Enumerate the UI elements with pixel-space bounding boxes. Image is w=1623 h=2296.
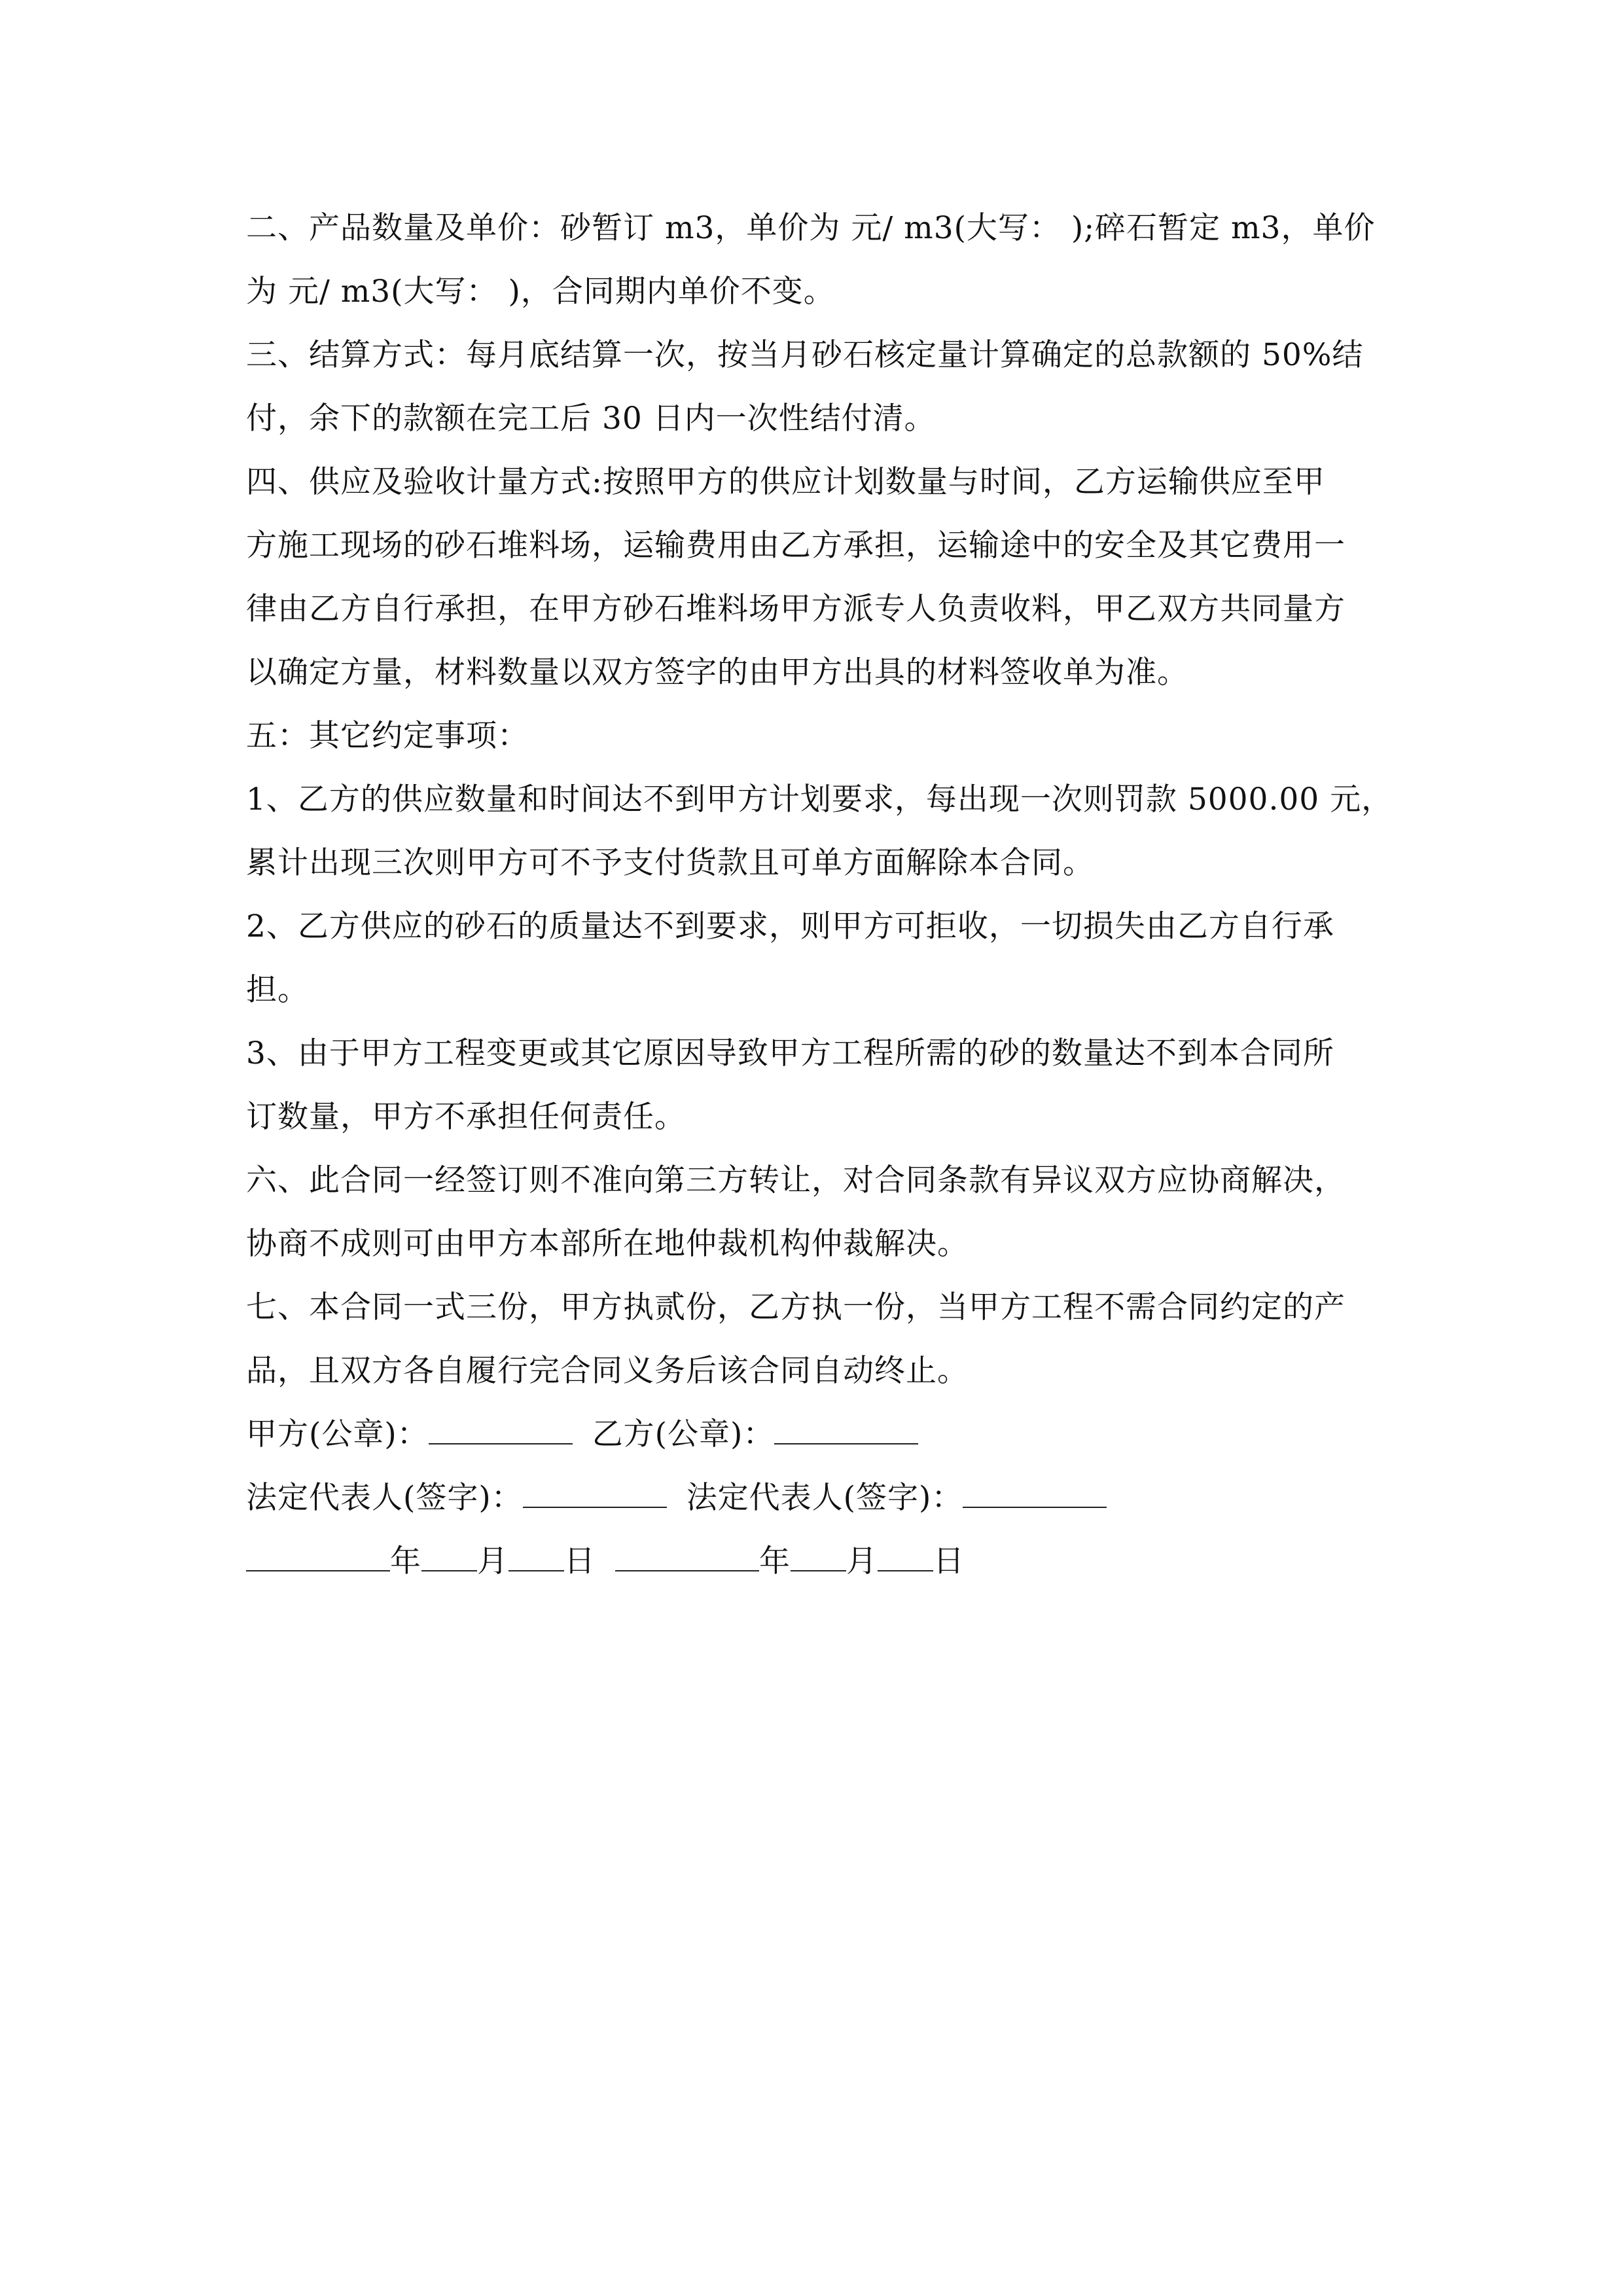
date-line <box>246 1530 1385 1593</box>
month-label: 月 <box>846 1543 878 1579</box>
representative-line <box>246 1466 1385 1530</box>
text-line: 担。 <box>246 972 309 1008</box>
text-line: 三、结算方式：每月底结算一次，按当月砂石核定量计算确定的总款额的 50%结 <box>246 337 1364 373</box>
text-line: 累计出现三次则甲方可不予支付货款且可单方面解除本合同。 <box>246 845 1094 881</box>
party-b-day-blank <box>878 1544 933 1571</box>
year-label: 年 <box>390 1543 421 1579</box>
day-label: 日 <box>564 1543 596 1579</box>
contract-body <box>246 196 1393 1593</box>
party-b-year-blank <box>615 1544 759 1571</box>
text-line: 3、由于甲方工程变更或其它原因导致甲方工程所需的砂的数量达不到本合同所 <box>246 1035 1334 1071</box>
text-line: 四、供应及验收计量方式:按照甲方的供应计划数量与时间，乙方运输供应至甲 <box>246 464 1325 500</box>
party-b-seal-blank <box>774 1417 918 1444</box>
text-line: 2、乙方供应的砂石的质量达不到要求，则甲方可拒收，一切损失由乙方自行承 <box>246 908 1334 944</box>
text-line: 协商不成则可由甲方本部所在地仲裁机构仲裁解决。 <box>246 1226 969 1262</box>
text-line: 付，余下的款额在完工后 30 日内一次性结付清。 <box>246 401 936 437</box>
seal-line <box>246 1403 1385 1466</box>
text-line: 律由乙方自行承担，在甲方砂石堆料场甲方派专人负责收料，甲乙双方共同量方 <box>246 591 1346 627</box>
text-line: 方施工现场的砂石堆料场，运输费用由乙方承担，运输途中的安全及其它费用一 <box>246 528 1346 564</box>
text-line: 以确定方量，材料数量以双方签字的由甲方出具的材料签收单为准。 <box>246 655 1188 691</box>
party-a-year-blank <box>246 1544 390 1571</box>
party-a-day-blank <box>508 1544 564 1571</box>
party-b-rep-blank <box>963 1480 1107 1508</box>
month-label: 月 <box>477 1543 508 1579</box>
text-line: 六、此合同一经签订则不准向第三方转让，对合同条款有异议双方应协商解决， <box>246 1162 1346 1198</box>
text-line: 二、产品数量及单价：砂暂订 m3，单价为 元/ m3(大写： );碎石暂定 m3，单价 <box>246 210 1376 246</box>
year-label: 年 <box>759 1543 791 1579</box>
party-a-rep-label: 法定代表人(签字)： <box>246 1480 523 1516</box>
day-label: 日 <box>933 1543 965 1579</box>
text-line: 品，且双方各自履行完合同义务后该合同自动终止。 <box>246 1353 969 1389</box>
party-a-seal-label: 甲方(公章)： <box>246 1416 429 1452</box>
text-line: 七、本合同一式三份，甲方执贰份，乙方执一份，当甲方工程不需合同约定的产 <box>246 1289 1346 1325</box>
party-a-rep-blank <box>523 1480 667 1508</box>
text-line: 五：其它约定事项： <box>246 718 529 754</box>
party-a-month-blank <box>421 1544 477 1571</box>
party-b-seal-label: 乙方(公章)： <box>592 1416 775 1452</box>
text-line: 1、乙方的供应数量和时间达不到甲方计划要求，每出现一次则罚款 5000.00 元， <box>246 781 1393 817</box>
party-b-rep-label: 法定代表人(签字)： <box>686 1480 963 1516</box>
party-a-seal-blank <box>429 1417 573 1444</box>
text-line: 为 元/ m3(大写： )，合同期内单价不变。 <box>246 274 835 310</box>
party-b-month-blank <box>791 1544 846 1571</box>
text-line: 订数量，甲方不承担任何责任。 <box>246 1099 686 1135</box>
